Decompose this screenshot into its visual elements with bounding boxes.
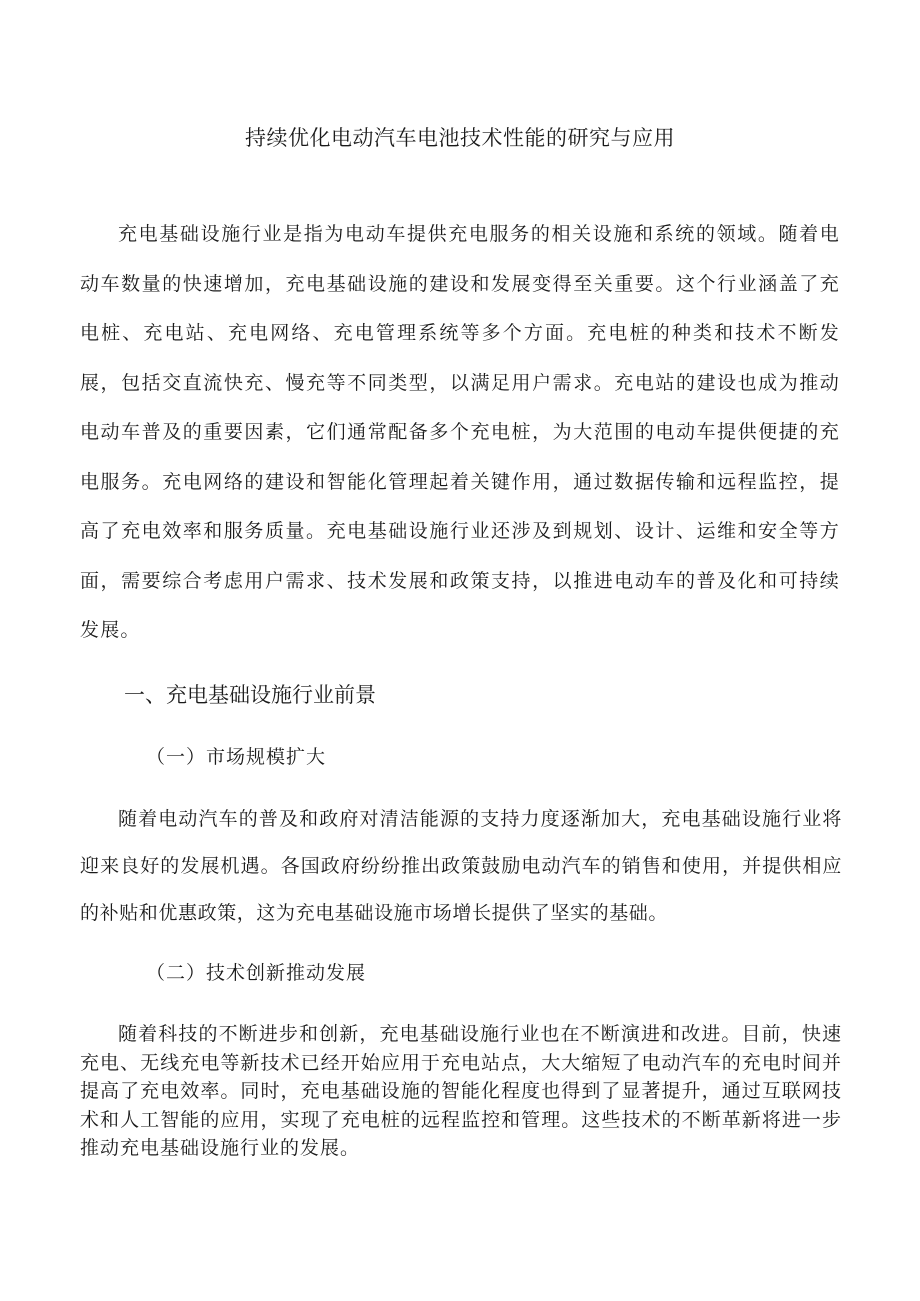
market-paragraph: 随着电动汽车的普及和政府对清洁能源的支持力度逐渐加大，充电基础设施行业将迎来良好的发展机遇。各国政府纷纷推出政策鼓励电动汽车的销售和使用，并提供相应的补贴和优惠政策，这为充电基础设施市场增长提供了坚实的基础。 — [80, 808, 842, 924]
tech-paragraph: 随着科技的不断进步和创新，充电基础设施行业也在不断演进和改进。目前，快速充电、无线充电等新技术已经开始应用于充电站点，大大缩短了电动汽车的充电时间并提高了充电效率。同时，充电基础设施的智能化程度也得到了显著提升，通过互联网技术和人工智能的应用，实现了充电桩的远程监控和管理。这些技术的不断革新将进一步推动充电基础设施行业的发展。 — [80, 1023, 842, 1159]
document-title: 持续优化电动汽车电池技术性能的研究与应用 — [245, 126, 675, 150]
subsection-heading-market: （一）市场规模扩大 — [146, 746, 327, 768]
subsection-heading-tech: （二）技术创新推动发展 — [146, 962, 367, 984]
intro-paragraph: 充电基础设施行业是指为电动车提供充电服务的相关设施和系统的领域。随着电动车数量的快速增加，充电基础设施的建设和发展变得至关重要。这个行业涵盖了充电桩、充电站、充电网络、充电管理系统等多个方面。充电桩的种类和技术不断发展，包括交直流快充、慢充等不同类型，以满足用户需求。充电站的建设也成为推动电动车普及的重要因素，它们通常配备多个充电桩，为大范围的电动车提供便捷的充电服务。充电网络的建设和智能化管理起着关键作用，通过数据传输和远程监控，提高了充电效率和服务质量。充电基础设施行业还涉及到规划、设计、运维和安全等方面，需要综合考虑用户需求、技术发展和政策支持，以推进电动车的普及化和可持续发展。 — [80, 223, 840, 641]
section-heading: 一、充电基础设施行业前景 — [124, 683, 376, 707]
